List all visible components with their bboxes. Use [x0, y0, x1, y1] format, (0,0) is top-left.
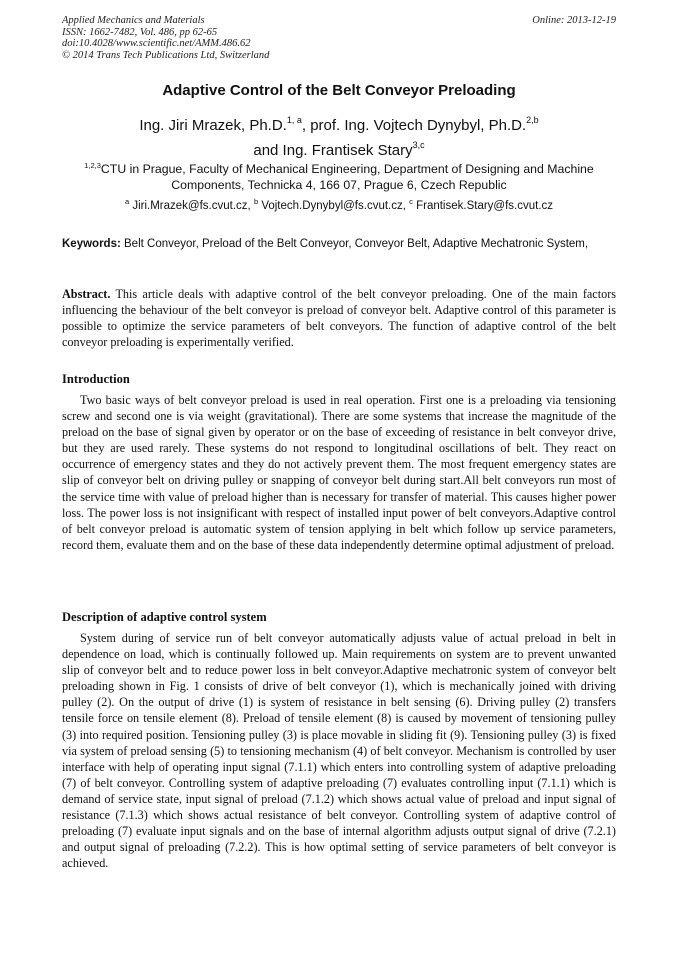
- abstract: [62, 286, 616, 350]
- introduction-paragraph: Two basic ways of belt conveyor preload is used in real operation. First one is a preloading via tensioning screw and second one is via weight (gravitational). There are some systems that increase the magnitude of the preload on the base of signal given by operator or on the base of exceeding of resistance in belt conveyor drive, but they are used rarely. These systems do not respond to longitudinal oscillations of belt. They react on occurrence of emergency states and they do not actively prevent them. The most frequent emergency states are slip of conveyor belt on driving pulley or snapping of conveyor belt during start.All belt conveyors run most of the service time with value of preload higher than is necessary for transfer of material. This causes higher power loss. The power loss is not insignificant with respect of installed input power of belt conveyors.Adaptive control of belt conveyor preload is automatic system of tension applying in belt which follow up service parameters, record them, evaluate them and on the base of these data independently determine optimal adjustment of preload.: [62, 393, 616, 552]
- keywords-label: Keywords:: [62, 238, 121, 250]
- journal-name: Applied Mechanics and Materials: [62, 15, 205, 26]
- issn-line: ISSN: 1662-7482, Vol. 486, pp 62-65: [62, 26, 218, 38]
- description-paragraph: System during of service run of belt conveyor automatically adjusts value of actual preload in belt in dependence on load, which is continually followed up. Main requirements on system are to prevent unwanted slip of conveyor belt and to reduce power loss in belt conveyor.Adaptive mechatronic system of conveyor belt preloading shown in Fig. 1 consists of drive of belt conveyor (1), which is mechanically joined with driving pulley (2). On the output of drive (1) is system of resistance in belt sensing (6). Driving pulley (2) transfers tensile force on tensile element (8). Preload of tensile element (8) is caused by movement of tensioning pulley (3) into required position. Tensioning pulley (3) is place movable in sliding fit (9). Tensioning pulley (3) is fixed via system of preload sensing (5) to tensioning mechanism (4) of belt conveyor. Mechanism is controlled by user interface with help of operating input signal (7.1.1) which enters into controlling system of adaptive preloading (7) of belt conveyor. Controlling system of adaptive preloading (7) evaluates controlling input (7.1.1) which is demand of service state, input signal of preload (7.1.2) which shows actual value of preload and input signal of resistance (7.1.3) which shows actual resistance of belt conveyor. Controlling system of adaptive control of preloading (7) evaluate input signals and on the base of internal algorithm adjusts output signal of drive (7.2.1) and output signal of preloading (7.2.2). This is how optimal setting of service parameters of belt conveyor is achieved.: [62, 631, 616, 871]
- affiliation-sup: 1,2,3: [84, 161, 101, 170]
- email-c: Frantisek.Stary@fs.cvut.cz: [416, 200, 554, 212]
- keywords: [62, 236, 616, 252]
- journal-header: [62, 15, 616, 61]
- author-list: [62, 113, 616, 163]
- author-line-1: [62, 113, 616, 138]
- online-date: Online: 2013-12-19: [532, 15, 616, 26]
- email-c-sup: c: [409, 197, 413, 206]
- author-1-sup: 1, a: [286, 115, 302, 125]
- author-2-sup: 2,b: [526, 115, 539, 125]
- affiliation: [62, 161, 616, 193]
- author-1-name: Ing. Jiri Mrazek, Ph.D.: [139, 117, 287, 134]
- affiliation-text: CTU in Prague, Faculty of Mechanical Engineering, Department of Designing and Machine Components, Technicka 4, 166 07, Prague 6, Czech Republic: [100, 162, 594, 192]
- keywords-text: Belt Conveyor, Preload of the Belt Conveyor, Conveyor Belt, Adaptive Mechatronic System,: [124, 238, 589, 250]
- author-separator: , prof. Ing. Vojtech Dynybyl, Ph.D.: [301, 117, 527, 134]
- author-line-2: [62, 138, 616, 163]
- introduction-heading: Introduction: [62, 372, 130, 386]
- email-a-sup: a: [124, 197, 130, 206]
- email-b-sup: b: [253, 197, 259, 206]
- doi-line: doi:10.4028/www.scientific.net/AMM.486.62: [62, 38, 251, 49]
- description-heading: Description of adaptive control system: [62, 610, 267, 624]
- email-b: Vojtech.Dynybyl@fs.cvut.cz,: [261, 200, 406, 212]
- email-a: Jiri.Mrazek@fs.cvut.cz,: [132, 200, 251, 212]
- copyright-line: © 2014 Trans Tech Publications Ltd, Switzerland: [62, 49, 270, 61]
- abstract-label: Abstract.: [62, 287, 111, 301]
- email-line: [62, 197, 616, 212]
- abstract-text: This article deals with adaptive control of the belt conveyor preloading. One of the main factors influencing the behaviour of the belt conveyor is preload of conveyor belt. Adaptive control of this parameter is possible to optimize the service parameters of belt conveyors. The function of adaptive control of the belt conveyor preloading is experimentally verified.: [62, 287, 616, 350]
- author-3-sup: 3,c: [412, 140, 425, 150]
- author-3-name: and Ing. Frantisek Stary: [253, 142, 413, 159]
- paper-title: Adaptive Control of the Belt Conveyor Preloading: [162, 82, 516, 99]
